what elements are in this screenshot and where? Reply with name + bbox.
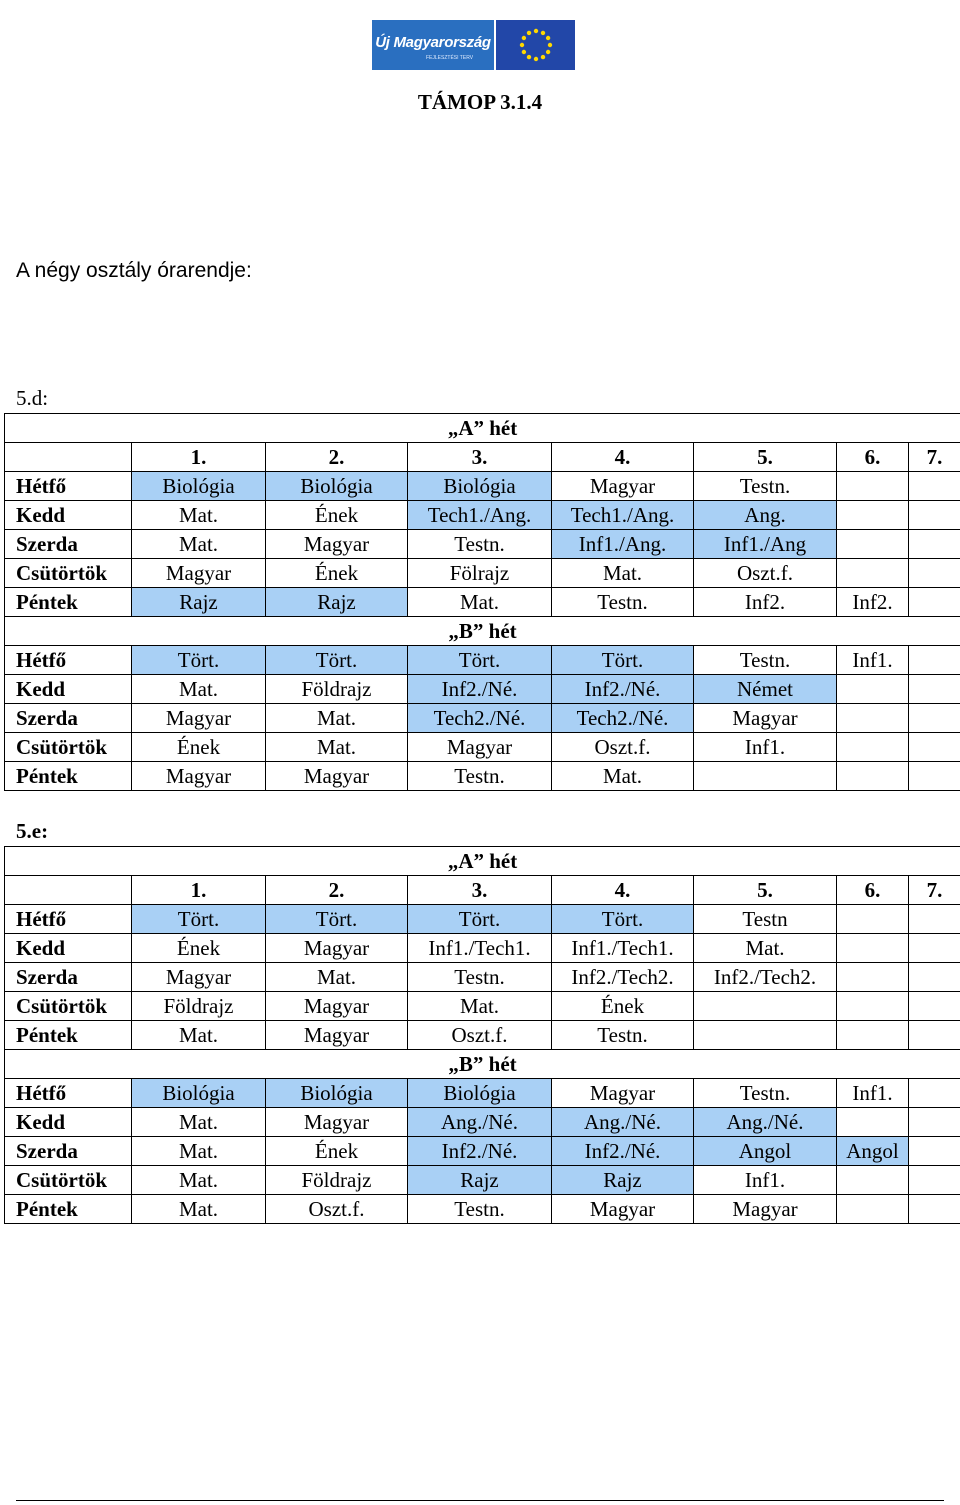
lesson-cell: Angol [694,1137,837,1166]
lesson-cell: Mat. [132,1108,266,1137]
lesson-cell: Mat. [552,762,694,791]
lesson-cell: Tört. [408,905,552,934]
lesson-cell: Mat. [132,675,266,704]
lesson-cell [909,1079,960,1108]
lesson-cell: Mat. [132,501,266,530]
day-cell: Hétfő [5,472,132,501]
lesson-cell: Testn. [408,1195,552,1224]
lesson-cell: Magyar [266,1021,408,1050]
lesson-cell: Inf1./Ang. [552,530,694,559]
lesson-cell: Mat. [132,1137,266,1166]
lesson-cell: Magyar [266,1108,408,1137]
lesson-cell: Magyar [132,963,266,992]
class-label-5d: 5.d: [16,386,49,410]
lesson-cell [837,1166,909,1195]
day-cell: Szerda [5,704,132,733]
day-cell: Péntek [5,762,132,791]
logo [372,20,575,70]
lesson-cell: Magyar [132,559,266,588]
lesson-cell: Mat. [132,1021,266,1050]
table-row [5,905,960,934]
lesson-cell [909,559,960,588]
lesson-cell: Mat. [408,588,552,617]
period-header-row [5,876,960,905]
lesson-cell: Német [694,675,837,704]
table-row [5,588,960,617]
lesson-cell: Ének [132,733,266,762]
table-row [5,1021,960,1050]
lesson-cell: Inf2. [694,588,837,617]
table-row [5,501,960,530]
lesson-cell [837,762,909,791]
lesson-cell: Inf2./Né. [552,675,694,704]
lesson-cell: Testn. [408,530,552,559]
lesson-cell [909,1195,960,1224]
corner-cell [5,443,132,472]
table-row [5,1108,960,1137]
lesson-cell: Inf1./Tech1. [552,934,694,963]
table-row [5,472,960,501]
lesson-cell: Oszt.f. [694,559,837,588]
lesson-cell: Oszt.f. [266,1195,408,1224]
lesson-cell: Magyar [132,704,266,733]
table-row [5,733,960,762]
lesson-cell: Tech1./Ang. [408,501,552,530]
day-cell: Péntek [5,588,132,617]
lesson-cell [837,1195,909,1224]
document-title: TÁMOP 3.1.4 [417,90,543,114]
period-header: 2. [266,876,408,905]
day-cell: Csütörtök [5,1166,132,1195]
week-title-row [5,414,960,443]
table-row [5,963,960,992]
day-cell: Hétfő [5,905,132,934]
lesson-cell: Rajz [552,1166,694,1195]
lesson-cell: Testn. [552,588,694,617]
lesson-cell: Tört. [552,905,694,934]
lesson-cell: Inf1. [837,646,909,675]
period-header: 6. [837,876,909,905]
lesson-cell: Tech2./Né. [408,704,552,733]
day-cell: Csütörtök [5,559,132,588]
eu-flag-icon [496,20,575,70]
lesson-cell: Földrajz [266,1166,408,1195]
lesson-cell: Ang./Né. [408,1108,552,1137]
lesson-cell: Mat. [266,733,408,762]
lesson-cell: Testn. [408,963,552,992]
period-header: 3. [408,443,552,472]
table-row [5,704,960,733]
lesson-cell [909,762,960,791]
lesson-cell [909,588,960,617]
footer-divider [16,1500,944,1501]
corner-cell [5,876,132,905]
period-header: 4. [552,443,694,472]
week-title: „A” hét [5,414,960,443]
lesson-cell [837,1021,909,1050]
period-header-row [5,443,960,472]
lesson-cell: Tech1./Ang. [552,501,694,530]
day-cell: Péntek [5,1021,132,1050]
day-cell: Kedd [5,675,132,704]
period-header: 6. [837,443,909,472]
lesson-cell: Magyar [552,1195,694,1224]
lesson-cell: Rajz [266,588,408,617]
lesson-cell: Ang./Né. [552,1108,694,1137]
logo-wordmark: Új Magyarország [375,33,491,51]
lesson-cell [837,733,909,762]
table-row [5,1166,960,1195]
lesson-cell [909,1021,960,1050]
lesson-cell [909,675,960,704]
lesson-cell: Magyar [132,762,266,791]
table-row [5,1137,960,1166]
period-header: 5. [694,876,837,905]
lesson-cell: Inf1. [694,733,837,762]
lesson-cell: Magyar [266,992,408,1021]
lesson-cell: Tört. [408,646,552,675]
period-header: 7. [909,876,960,905]
period-header: 1. [132,443,266,472]
lesson-cell [837,675,909,704]
logo-tagline: FEJLESZTÉSI TERV [426,55,474,61]
period-header: 4. [552,876,694,905]
lesson-cell: Ének [266,501,408,530]
lesson-cell: Ének [552,992,694,1021]
lesson-cell: Földrajz [132,992,266,1021]
lesson-cell: Magyar [552,472,694,501]
lesson-cell: Biológia [132,1079,266,1108]
lesson-cell: Magyar [694,1195,837,1224]
timetable-5d [4,413,960,791]
lesson-cell: Testn [694,905,837,934]
lesson-cell: Fölrajz [408,559,552,588]
lesson-cell: Magyar [266,762,408,791]
day-cell: Hétfő [5,646,132,675]
lesson-cell: Ének [266,559,408,588]
lesson-cell: Inf2./Tech2. [552,963,694,992]
lesson-cell: Inf2./Tech2. [694,963,837,992]
lesson-cell: Inf2. [837,588,909,617]
lesson-cell: Rajz [132,588,266,617]
lesson-cell: Biológia [408,1079,552,1108]
lesson-cell: Mat. [552,559,694,588]
lesson-cell: Mat. [132,530,266,559]
lesson-cell [909,501,960,530]
lesson-cell: Magyar [552,1079,694,1108]
lesson-cell [909,963,960,992]
lesson-cell: Biológia [266,1079,408,1108]
table-row [5,992,960,1021]
lesson-cell: Ének [132,934,266,963]
lesson-cell [909,905,960,934]
lesson-cell [837,1108,909,1137]
lesson-cell: Inf2./Né. [408,1137,552,1166]
lesson-cell: Biológia [132,472,266,501]
table-row [5,762,960,791]
lesson-cell: Mat. [132,1166,266,1195]
week-title: „B” hét [5,1050,960,1079]
day-cell: Csütörtök [5,733,132,762]
lesson-cell: Inf2./Né. [408,675,552,704]
lesson-cell: Testn. [408,762,552,791]
lesson-cell: Inf1. [837,1079,909,1108]
lesson-cell: Biológia [408,472,552,501]
day-cell: Szerda [5,963,132,992]
lesson-cell [909,1108,960,1137]
lesson-cell: Mat. [266,963,408,992]
table-row [5,530,960,559]
lesson-cell [694,762,837,791]
week-title-row [5,1050,960,1079]
day-cell: Csütörtök [5,992,132,1021]
lesson-cell [837,501,909,530]
lesson-cell: Tört. [552,646,694,675]
lesson-cell: Testn. [694,1079,837,1108]
lesson-cell [909,733,960,762]
lesson-cell [909,1137,960,1166]
lesson-cell [837,934,909,963]
lesson-cell: Testn. [552,1021,694,1050]
lesson-cell: Mat. [408,992,552,1021]
lesson-cell: Magyar [266,530,408,559]
table-row [5,1079,960,1108]
period-header: 2. [266,443,408,472]
lesson-cell: Tört. [266,646,408,675]
lesson-cell: Inf1./Ang [694,530,837,559]
day-cell: Kedd [5,934,132,963]
lesson-cell [837,992,909,1021]
week-title-row [5,617,960,646]
day-cell: Hétfő [5,1079,132,1108]
lesson-cell: Oszt.f. [408,1021,552,1050]
lesson-cell: Tört. [132,646,266,675]
lesson-cell [694,992,837,1021]
lesson-cell [837,472,909,501]
week-title-row [5,847,960,876]
lesson-cell [909,704,960,733]
period-header: 5. [694,443,837,472]
period-header: 7. [909,443,960,472]
intro-text: A négy osztály órarendje: [16,259,252,282]
lesson-cell [837,530,909,559]
lesson-cell: Magyar [694,704,837,733]
lesson-cell: Testn. [694,646,837,675]
lesson-cell [909,1166,960,1195]
lesson-cell: Biológia [266,472,408,501]
lesson-cell: Ang. [694,501,837,530]
period-header: 1. [132,876,266,905]
lesson-cell: Ang./Né. [694,1108,837,1137]
lesson-cell [837,963,909,992]
table-row [5,646,960,675]
table-row [5,934,960,963]
lesson-cell [909,992,960,1021]
uj-magyarorszag-logo [372,20,496,70]
lesson-cell [837,559,909,588]
day-cell: Szerda [5,1137,132,1166]
lesson-cell: Inf2./Né. [552,1137,694,1166]
day-cell: Kedd [5,501,132,530]
lesson-cell: Mat. [266,704,408,733]
lesson-cell: Magyar [408,733,552,762]
table-row [5,675,960,704]
lesson-cell [837,905,909,934]
lesson-cell: Testn. [694,472,837,501]
lesson-cell [837,704,909,733]
lesson-cell: Tört. [266,905,408,934]
day-cell: Kedd [5,1108,132,1137]
lesson-cell: Mat. [132,1195,266,1224]
table-row [5,559,960,588]
lesson-cell [909,472,960,501]
lesson-cell: Mat. [694,934,837,963]
week-title: „B” hét [5,617,960,646]
week-title: „A” hét [5,847,960,876]
timetable-5e [4,846,960,1224]
lesson-cell: Inf1. [694,1166,837,1195]
table-row [5,1195,960,1224]
lesson-cell: Tört. [132,905,266,934]
lesson-cell: Földrajz [266,675,408,704]
lesson-cell: Magyar [266,934,408,963]
lesson-cell: Ének [266,1137,408,1166]
lesson-cell: Rajz [408,1166,552,1195]
lesson-cell [694,1021,837,1050]
lesson-cell [909,646,960,675]
lesson-cell [909,530,960,559]
lesson-cell [909,934,960,963]
lesson-cell: Tech2./Né. [552,704,694,733]
lesson-cell: Oszt.f. [552,733,694,762]
day-cell: Szerda [5,530,132,559]
class-label-5e: 5.e: [16,819,49,843]
period-header: 3. [408,876,552,905]
lesson-cell: Inf1./Tech1. [408,934,552,963]
day-cell: Péntek [5,1195,132,1224]
lesson-cell: Angol [837,1137,909,1166]
